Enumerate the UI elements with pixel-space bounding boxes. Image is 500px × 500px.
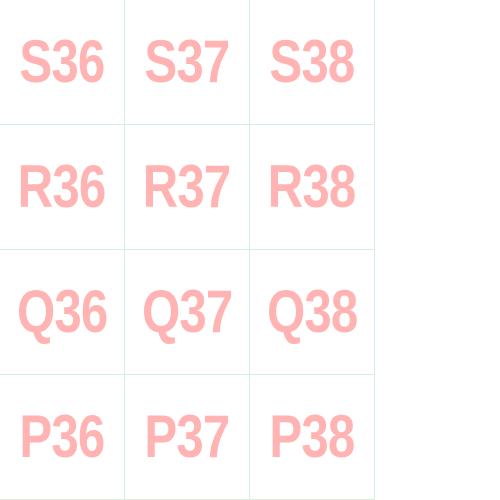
tile-label: P36: [19, 403, 105, 470]
tile-label: R36: [18, 153, 106, 220]
map-tile-R38[interactable]: [250, 125, 375, 250]
map-tile-Q37[interactable]: [125, 250, 250, 375]
tile-label: Q37: [141, 278, 233, 345]
tile-label: R38: [268, 153, 356, 220]
tile-label: Q36: [16, 278, 108, 345]
map-tile-R37[interactable]: [125, 125, 250, 250]
map-tile-P38[interactable]: [250, 375, 375, 500]
tile-label: P37: [144, 403, 230, 470]
map-tile-R36[interactable]: [0, 125, 125, 250]
map-tile-P36[interactable]: [0, 375, 125, 500]
tile-label: S37: [144, 28, 230, 95]
tile-label: P38: [269, 403, 355, 470]
map-tile-S36[interactable]: [0, 0, 125, 125]
tile-label: S38: [269, 28, 355, 95]
map-tile-S37[interactable]: [125, 0, 250, 125]
tile-label: S36: [19, 28, 105, 95]
map-tile-Q38[interactable]: [250, 250, 375, 375]
map-tile-S38[interactable]: [250, 0, 375, 125]
map-tile-Q36[interactable]: [0, 250, 125, 375]
map-tile-P37[interactable]: [125, 375, 250, 500]
tile-label: R37: [143, 153, 231, 220]
tile-label: Q38: [266, 278, 358, 345]
